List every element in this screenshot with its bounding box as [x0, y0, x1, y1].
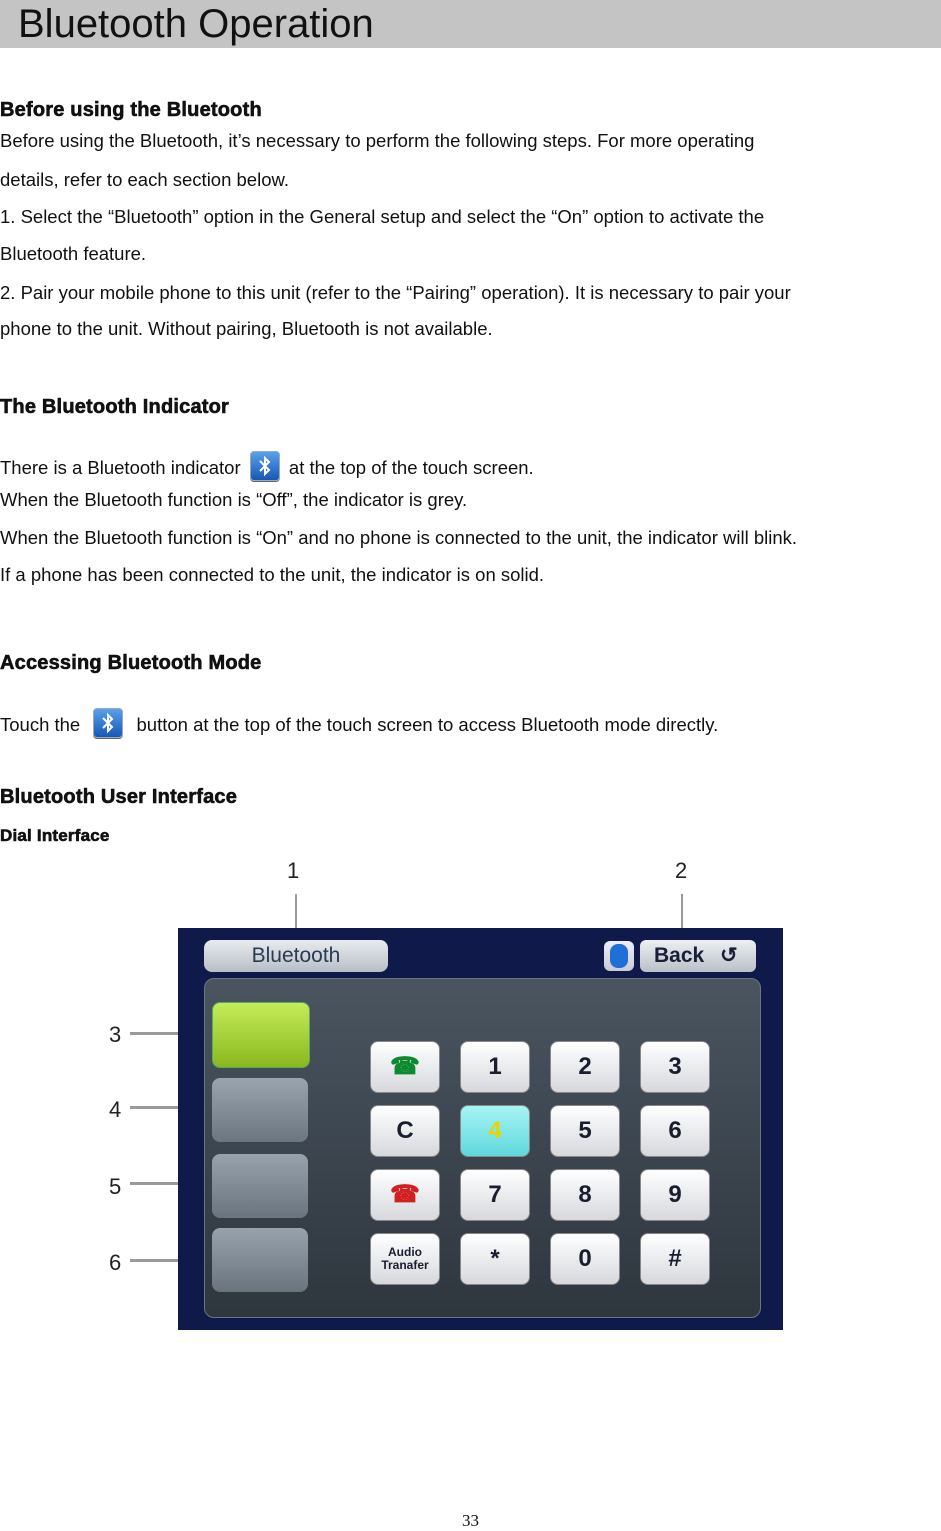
music-button[interactable] [212, 1228, 308, 1292]
page-title: Bluetooth Operation [18, 2, 374, 46]
indicator-text-1 [0, 451, 534, 481]
key-7[interactable]: 7 [460, 1169, 530, 1221]
back-button[interactable] [640, 940, 756, 972]
key-5[interactable]: 5 [550, 1105, 620, 1157]
back-label: Back [654, 944, 705, 967]
key-0[interactable]: 0 [550, 1233, 620, 1285]
accessing-text [0, 708, 718, 738]
phonebook-button[interactable] [212, 1078, 308, 1142]
before-text-2: details, refer to each section below. [0, 169, 289, 190]
hangup-button[interactable]: ☎ [370, 1169, 440, 1221]
heading-user-interface: Bluetooth User Interface [0, 786, 238, 808]
indicator-text-2: When the Bluetooth function is “Off”, the indicator is grey. [0, 489, 468, 510]
callout-1: 1 [287, 858, 300, 883]
heading-accessing: Accessing Bluetooth Mode [0, 652, 262, 674]
key-8[interactable]: 8 [550, 1169, 620, 1221]
title-bar [0, 0, 941, 48]
audio-transfer-button[interactable] [370, 1233, 440, 1285]
callout-6: 6 [109, 1250, 122, 1275]
before-text-6: phone to the unit. Without pairing, Bluetooth is not available. [0, 318, 493, 339]
before-text-3: 1. Select the “Bluetooth” option in the General setup and select the “On” option to activate the [0, 206, 765, 227]
bluetooth-status-icon[interactable] [604, 941, 634, 971]
key-6[interactable]: 6 [640, 1105, 710, 1157]
callout-5: 5 [109, 1174, 122, 1199]
indicator-text-1b: at the top of the touch screen. [288, 457, 534, 478]
bluetooth-tab[interactable]: Bluetooth [204, 940, 388, 972]
audio-transfer-line2: Tranafer [381, 1258, 429, 1272]
key-hash[interactable]: # [640, 1233, 710, 1285]
accessing-text-b: button at the top of the touch screen to access Bluetooth mode directly. [136, 714, 719, 735]
bluetooth-indicator-icon [250, 451, 280, 481]
key-clear[interactable]: C [370, 1105, 440, 1157]
subheading-dial-interface: Dial Interface [0, 826, 110, 845]
key-1[interactable]: 1 [460, 1041, 530, 1093]
dial-interface-screenshot [178, 928, 783, 1330]
bluetooth-button-icon [93, 708, 123, 738]
key-9[interactable]: 9 [640, 1169, 710, 1221]
back-arrow-icon: ↺ [720, 944, 738, 967]
before-text-5: 2. Pair your mobile phone to this unit (refer to the “Pairing” operation). It is necessary to pair your [0, 282, 791, 303]
indicator-text-1a: There is a Bluetooth indicator [0, 457, 241, 478]
dial-menu-button[interactable] [212, 1002, 310, 1068]
accessing-text-a: Touch the [0, 714, 81, 735]
callout-2: 2 [675, 858, 688, 883]
key-4[interactable]: 4 [460, 1105, 530, 1157]
key-3[interactable]: 3 [640, 1041, 710, 1093]
before-text-1: Before using the Bluetooth, it’s necessary to perform the following steps. For more operating [0, 130, 755, 151]
indicator-text-3: When the Bluetooth function is “On” and no phone is connected to the unit, the indicator will blink. [0, 527, 798, 548]
heading-before-using: Before using the Bluetooth [0, 99, 262, 121]
callout-4: 4 [109, 1097, 122, 1122]
key-star[interactable]: * [460, 1233, 530, 1285]
audio-transfer-line1: Audio [388, 1245, 422, 1259]
key-2[interactable]: 2 [550, 1041, 620, 1093]
heading-indicator: The Bluetooth Indicator [0, 396, 230, 418]
before-text-4: Bluetooth feature. [0, 243, 147, 264]
callout-3: 3 [109, 1022, 122, 1047]
page-number: 33 [462, 1511, 479, 1530]
settings-tools-button[interactable] [212, 1154, 308, 1218]
indicator-text-4: If a phone has been connected to the unit, the indicator is on solid. [0, 564, 545, 585]
call-button[interactable]: ☎ [370, 1041, 440, 1093]
